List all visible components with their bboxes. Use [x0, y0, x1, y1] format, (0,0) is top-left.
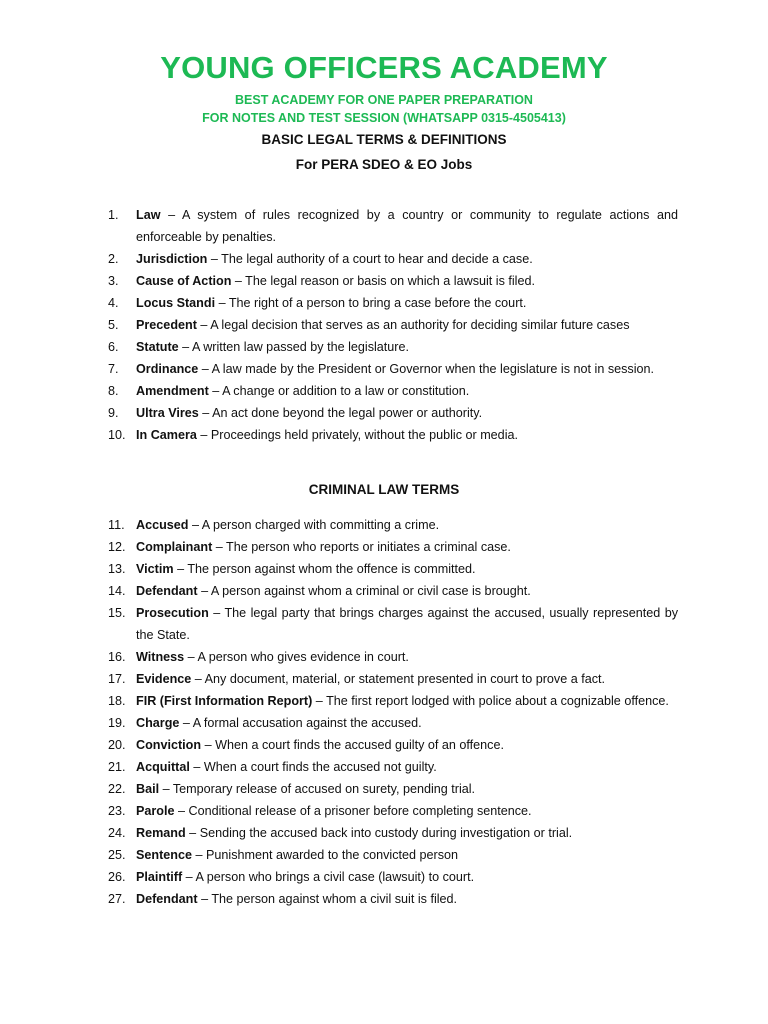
item-number: 19.	[108, 716, 126, 730]
item-number: 25.	[108, 848, 126, 862]
item-term: Ultra Vires	[136, 406, 199, 420]
list-item	[108, 248, 678, 270]
item-definition: – Punishment awarded to the convicted person	[192, 848, 459, 862]
list-item	[108, 270, 678, 292]
list-item	[108, 580, 678, 602]
list-item	[108, 204, 678, 248]
item-term: Evidence	[136, 672, 192, 686]
item-number: 23.	[108, 804, 126, 818]
item-term: Ordinance	[136, 362, 199, 376]
item-number: 26.	[108, 870, 126, 884]
item-term: Locus Standi	[136, 296, 216, 310]
item-term: Sentence	[136, 848, 192, 862]
item-definition: – Any document, material, or statement presented in court to prove a fact.	[191, 672, 606, 686]
item-definition: – The right of a person to bring a case before the court.	[215, 296, 527, 310]
item-term: Statute	[136, 340, 179, 354]
list-item	[108, 602, 678, 646]
item-term: Jurisdiction	[136, 252, 208, 266]
list-item	[108, 690, 678, 712]
item-term: FIR (First Information Report)	[136, 694, 313, 708]
item-term: Prosecution	[136, 606, 209, 620]
item-number: 2.	[108, 252, 119, 266]
item-definition: – When a court finds the accused not guilty.	[189, 760, 437, 774]
contact-line: FOR NOTES AND TEST SESSION (WHATSAPP 0315-4505413)	[202, 111, 566, 125]
item-definition: – Sending the accused back into custody during investigation or trial.	[185, 826, 573, 840]
item-number: 8.	[108, 384, 119, 398]
item-definition: – The legal reason or basis on which a lawsuit is filed.	[231, 274, 535, 288]
item-number: 7.	[108, 362, 119, 376]
list-item	[108, 514, 678, 536]
item-number: 9.	[108, 406, 119, 420]
list-item	[108, 358, 678, 380]
item-term: Victim	[136, 562, 174, 576]
item-term: Defendant	[136, 892, 198, 906]
item-number: 14.	[108, 584, 126, 598]
list-item	[108, 646, 678, 668]
item-number: 3.	[108, 274, 119, 288]
list-item	[108, 778, 678, 800]
item-term: Plaintiff	[136, 870, 183, 884]
item-number: 5.	[108, 318, 119, 332]
academy-tagline: BEST ACADEMY FOR ONE PAPER PREPARATION	[235, 93, 533, 107]
list-item	[108, 536, 678, 558]
item-term: Witness	[136, 650, 185, 664]
item-number: 11.	[108, 518, 125, 532]
list-item	[108, 336, 678, 358]
item-term: Precedent	[136, 318, 197, 332]
item-term: Defendant	[136, 584, 198, 598]
item-number: 13.	[108, 562, 126, 576]
item-definition: – The person against whom a civil suit is filed.	[197, 892, 458, 906]
criminal-terms-list	[108, 514, 678, 910]
item-number: 15.	[108, 606, 126, 620]
item-definition: – Conditional release of a prisoner before completing sentence.	[174, 804, 532, 818]
item-definition: – A formal accusation against the accused.	[179, 716, 422, 730]
item-definition: – A person against whom a criminal or civil case is brought.	[197, 584, 531, 598]
item-definition: – A legal decision that serves as an authority for deciding similar future cases	[196, 318, 630, 332]
item-term: Charge	[136, 716, 180, 730]
item-definition: – A person who brings a civil case (lawsuit) to court.	[182, 870, 475, 884]
item-definition: – A change or addition to a law or constitution.	[208, 384, 470, 398]
item-number: 12.	[108, 540, 126, 554]
item-number: 18.	[108, 694, 126, 708]
criminal-law-heading: CRIMINAL LAW TERMS	[308, 482, 460, 497]
list-item	[108, 292, 678, 314]
item-term: Acquittal	[136, 760, 190, 774]
list-item	[108, 380, 678, 402]
list-item	[108, 844, 678, 866]
item-term: Remand	[136, 826, 186, 840]
list-item	[108, 756, 678, 778]
item-definition: – A person charged with committing a crime.	[188, 518, 440, 532]
item-definition: – An act done beyond the legal power or authority.	[198, 406, 483, 420]
item-definition: – The first report lodged with police about a cognizable offence.	[312, 694, 669, 708]
item-number: 27.	[108, 892, 126, 906]
item-definition: – Temporary release of accused on surety, pending trial.	[159, 782, 476, 796]
item-definition: – Proceedings held privately, without the public or media.	[196, 428, 518, 442]
item-number: 4.	[108, 296, 119, 310]
item-definition: – The person against whom the offence is committed.	[173, 562, 476, 576]
item-definition: – When a court finds the accused guilty of an offence.	[201, 738, 504, 752]
item-definition: – A written law passed by the legislature.	[178, 340, 410, 354]
item-number: 21.	[108, 760, 126, 774]
document-subheading: For PERA SDEO & EO Jobs	[295, 157, 473, 172]
list-item	[108, 402, 678, 424]
item-definition: – A law made by the President or Governor when the legislature is not in session.	[198, 362, 655, 376]
item-number: 17.	[108, 672, 126, 686]
item-term: Accused	[136, 518, 189, 532]
item-definition: – A system of rules recognized by a country or community to regulate actions and enforceable by penalties.	[136, 208, 678, 244]
item-term: Amendment	[136, 384, 209, 398]
list-item	[108, 712, 678, 734]
item-definition: – The person who reports or initiates a criminal case.	[212, 540, 511, 554]
list-item	[108, 888, 678, 910]
item-number: 20.	[108, 738, 126, 752]
list-item	[108, 558, 678, 580]
list-item	[108, 734, 678, 756]
academy-title: YOUNG OFFICERS ACADEMY	[160, 50, 608, 85]
list-item	[108, 866, 678, 888]
document-heading: BASIC LEGAL TERMS & DEFINITIONS	[261, 132, 507, 147]
item-term: Bail	[136, 782, 160, 796]
item-term: In Camera	[136, 428, 197, 442]
item-definition: – The legal authority of a court to hear and decide a case.	[207, 252, 533, 266]
item-term: Law	[136, 208, 161, 222]
item-definition: – The legal party that brings charges against the accused, usually represented by the State.	[136, 606, 678, 642]
list-item	[108, 668, 678, 690]
item-term: Parole	[136, 804, 175, 818]
item-term: Conviction	[136, 738, 202, 752]
item-number: 22.	[108, 782, 126, 796]
list-item	[108, 314, 678, 336]
item-number: 6.	[108, 340, 119, 354]
item-definition: – A person who gives evidence in court.	[184, 650, 409, 664]
item-term: Cause of Action	[136, 274, 232, 288]
item-number: 1.	[108, 208, 119, 222]
item-number: 24.	[108, 826, 126, 840]
item-term: Complainant	[136, 540, 213, 554]
item-number: 16.	[108, 650, 126, 664]
item-number: 10.	[108, 428, 126, 442]
basic-terms-list	[108, 204, 678, 446]
list-item	[108, 800, 678, 822]
list-item	[108, 424, 678, 446]
list-item	[108, 822, 678, 844]
